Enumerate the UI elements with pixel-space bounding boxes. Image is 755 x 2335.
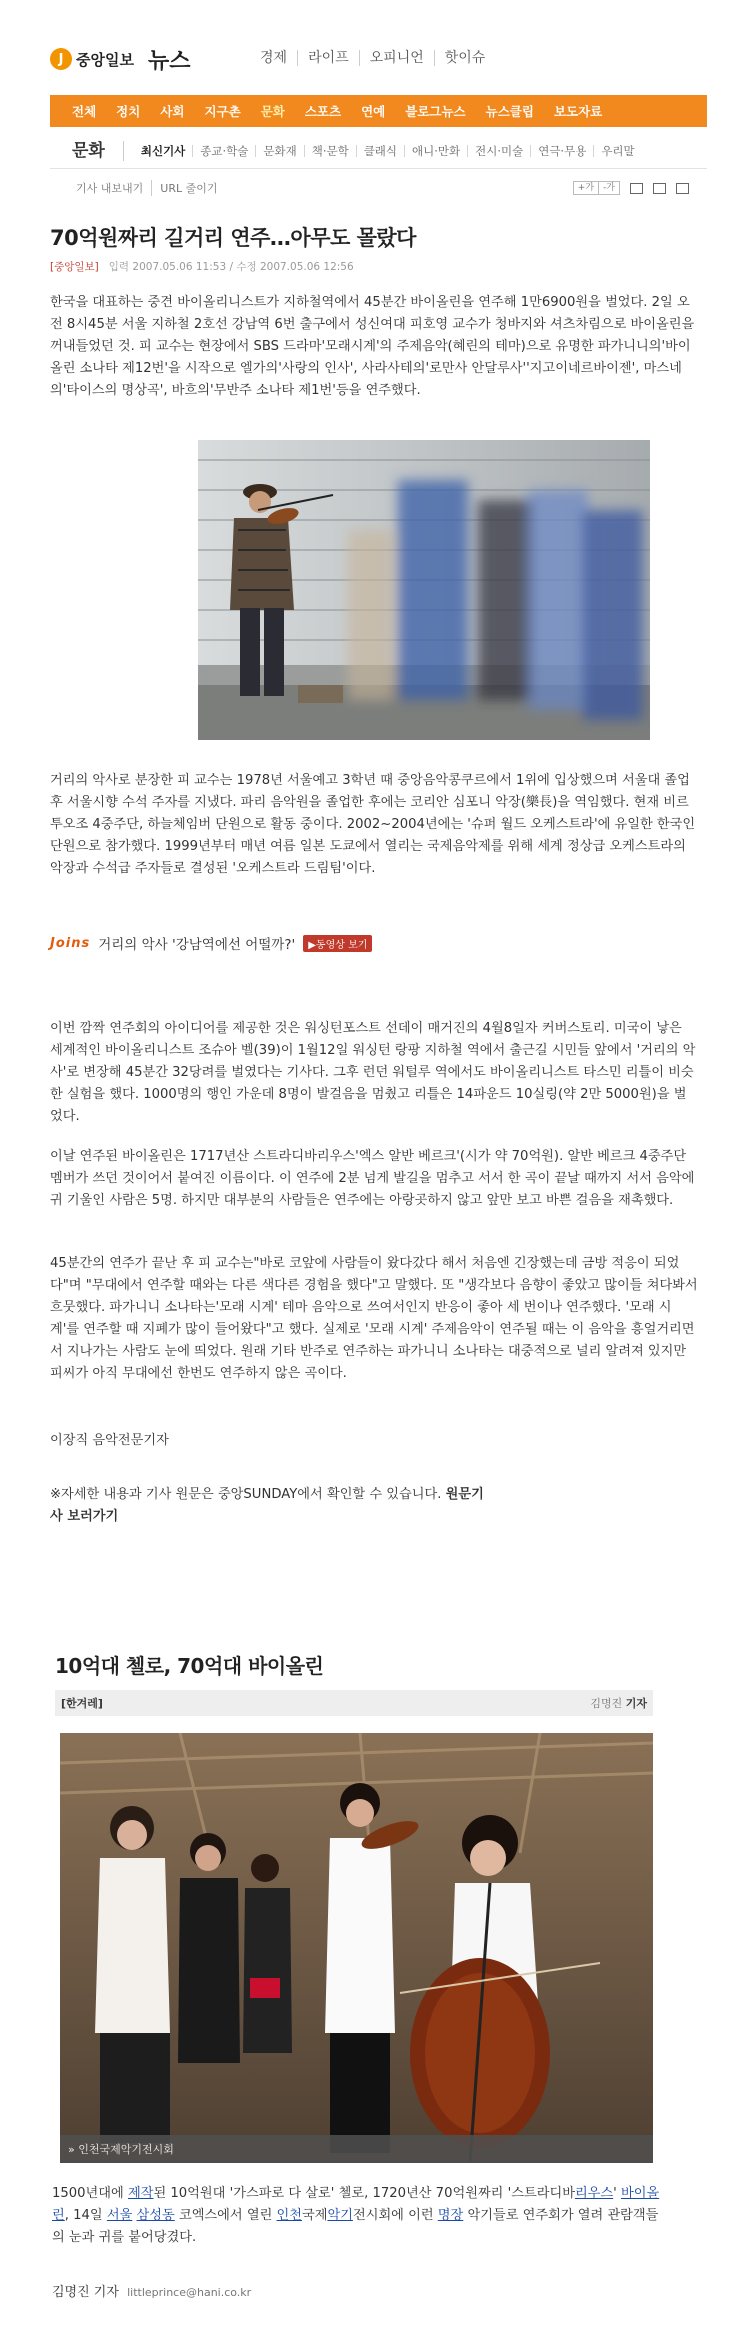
sub-menu-animation[interactable]: 애니·만화	[404, 145, 467, 157]
top-nav-life[interactable]: 라이프	[297, 50, 359, 66]
article-paragraph-3: 이번 깜짝 연주회의 아이디어를 제공한 것은 워싱턴포스트 선데이 매거진의 4월8일자 커버스토리. 미국이 낳은 세계적인 바이올리니스트 조슈아 벨(39)이 1월12일 워싱턴 랑팡 지하철 역에서 출근길 시민들 앞에서 '거리의 악사'로 변장해 45분간 32당려를 벌였다는 기사다. 그후 런던 워털루 역에서도 바이올리니스트 타스민 리틀이 비슷한 실험을 했다. 1000명의 행인 가운데 8명이 발걸음을 멈췄고 리틀은 14파운드 10실링(약 2만 5000원)을 벌었다.	[50, 1021, 696, 1124]
print-icon[interactable]	[630, 183, 643, 194]
article-paragraph-4: 이날 연주된 바이올린은 1717년산 스트라디바리우스'엑스 알반 베르크'(시가 약 70억원). 알반 베르크 4중주단 멤버가 쓰던 것이어서 붙여진 이름이다. 이 연주에 2분 넘게 발길을 멈추고 서서 한 곡이 끝날 때까지 서서 음악에 귀 기울인 사람은 5명. 하지만 대부분의 사람들은 연주에는 아랑곳하지 않고 앞만 보고 바쁜 걸음을 재촉했다.	[50, 1149, 695, 1208]
sub-menu-heritage[interactable]: 문화재	[255, 145, 303, 157]
body-text: 악기들로 연주회가 열려 관람객들의 눈과 귀를 붙어당겼다.	[52, 2208, 659, 2245]
export-article-link[interactable]: 기사 내보내기	[76, 182, 144, 195]
menu-blog-news[interactable]: 블로그뉴스	[405, 104, 466, 119]
related-article-body	[52, 2183, 662, 2249]
reporter-credit	[590, 1695, 647, 1711]
menu-world[interactable]: 지구촌	[204, 104, 241, 119]
sub-menu-religion[interactable]: 종교·학술	[192, 145, 255, 157]
top-nav-opinion[interactable]: 오피니언	[359, 50, 434, 66]
article-meta	[50, 259, 354, 274]
logo-text: 중앙일보	[76, 50, 134, 69]
article-paragraph-2: 거리의 악사로 분장한 피 교수는 1978년 서울예고 3학년 때 중앙음악콩쿠르에서 1위에 입상했으며 서울대 졸업 후 서울시향 수석 주자를 지냈다. 파리 음악원을 졸업한 후에는 코리안 심포니 악장(樂長)을 역임했다. 현재 비르투오조 4중주단, 하늘체임버 단원으로 활동 중이다. 2002~2004년에는 '슈퍼 월드 오케스트라'에 유일한 한국인 단원으로 참가했다. 1999년부터 매년 여름 일본 도쿄에서 열리는 국제음악제를 위해 세계 정상급 오케스트라의 악장과 수석급 주자들로 결성된 '오케스트라 드림팀'이다.	[50, 773, 696, 876]
font-size-controls	[573, 181, 620, 195]
section-title[interactable]: 뉴스	[147, 48, 191, 74]
article-author: 이장직 음악전문기자	[50, 1433, 169, 1448]
joins-link-text[interactable]: 거리의 악사 '강남역에선 어떨까?'	[98, 937, 296, 953]
top-nav	[250, 50, 495, 66]
menu-all[interactable]: 전체	[72, 104, 97, 119]
sub-menu-theater[interactable]: 연극·무용	[530, 145, 593, 157]
original-article-link[interactable]: 원문기사 보러가기	[50, 1487, 484, 1524]
keyword-link[interactable]: 리우스	[574, 2186, 614, 2201]
sub-menu-books[interactable]: 책·문학	[304, 145, 356, 157]
sub-menu-category[interactable]: 문화	[50, 141, 124, 161]
body-text: 코엑스에서 열린	[174, 2208, 277, 2223]
joins-logo: Joins	[50, 935, 91, 951]
video-button[interactable]: ▶동영상 보기	[303, 935, 372, 952]
keyword-link[interactable]: 인천	[276, 2208, 302, 2223]
body-text: 국제	[302, 2208, 328, 2223]
reporter-suffix: 기자	[625, 1697, 647, 1710]
top-nav-hot[interactable]: 핫이슈	[434, 50, 496, 66]
save-icon[interactable]	[676, 183, 689, 194]
joongang-logo-icon: J	[50, 48, 72, 70]
shorten-url-link[interactable]: URL 줄이기	[151, 180, 225, 196]
related-article-title: 10억대 첼로, 70억대 바이올린	[55, 1654, 324, 1678]
reporter-name: 김명진	[590, 1697, 623, 1710]
article-title: 70억원짜리 길거리 연주…아무도 몰랐다	[50, 226, 416, 250]
menu-entertainment[interactable]: 연예	[361, 104, 386, 119]
cello-photo-graphic	[60, 1733, 653, 2163]
email-icon[interactable]	[653, 183, 666, 194]
article-paragraph-5: 45분간의 연주가 끝난 후 피 교수는"바로 코앞에 사람들이 왔다갔다 해서 처음엔 긴장했는데 금방 적응이 되었다"며 "무대에서 연주할 때와는 다른 색다른 경험을 했다"고 말했다. 또 "생각보다 음향이 좋았고 많이들 쳐다봐서 흐뭇했다. 파가니니 소나타는'모래 시계' 테마 음악으로 쓰여서인지 반응이 좋아 세 번이나 연주했다. '모래 시계'를 연주할 때 지폐가 많이 들어왔다"고 했다. 실제로 '모래 시계' 주제음악이 연주될 때는 이 음악을 흥얼거리면서 지나가는 사람도 눈에 띄었다. 원래 기타 반주로 연주하는 파가니니 소나타는 대중적으로 널리 알려져 있지만 피씨가 아직 무대에선 한번도 연주하지 않은 곡이다.	[50, 1256, 698, 1381]
menu-politics[interactable]: 정치	[116, 104, 141, 119]
sub-menu-classic[interactable]: 클래식	[356, 145, 404, 157]
article-tools	[50, 178, 707, 198]
font-decrease-button[interactable]: -가	[598, 182, 619, 194]
body-text: 1500년대에	[52, 2186, 128, 2201]
menu-press-release[interactable]: 보도자료	[553, 104, 603, 119]
menu-society[interactable]: 사회	[160, 104, 185, 119]
sub-menu-latest[interactable]: 최신기사	[140, 143, 186, 158]
site-logo[interactable]	[50, 46, 190, 72]
keyword-link[interactable]: 서울	[106, 2208, 133, 2223]
keyword-link[interactable]: 삼성동	[136, 2208, 175, 2223]
cello-photo	[60, 1733, 653, 2163]
main-menu	[50, 95, 707, 127]
byline-name: 김명진 기자	[52, 2285, 119, 2300]
keyword-link[interactable]: 바이올린	[52, 2186, 660, 2223]
article-note-text: ※자세한 내용과 기사 원문은 중앙SUNDAY에서 확인할 수 있습니다.	[50, 1487, 442, 1502]
body-text: , 14일	[64, 2208, 107, 2223]
joins-video-link[interactable]	[50, 933, 372, 953]
violinist-photo	[198, 440, 650, 740]
body-text: 전시회에 이런	[352, 2208, 438, 2223]
reporter-email[interactable]: littleprince@hani.co.kr	[127, 2286, 252, 2299]
body-text: 된 10억원대 '가스파로 다 살로' 첼로, 1720년산 70억원짜리 '스트라디바	[153, 2186, 575, 2201]
top-nav-economy[interactable]: 경제	[260, 50, 288, 66]
related-article-byline	[52, 2281, 251, 2300]
article-source[interactable]: [중앙일보]	[50, 261, 99, 273]
newspaper-name: [한겨레]	[61, 1697, 103, 1710]
menu-sports[interactable]: 스포츠	[304, 104, 342, 119]
article-note	[50, 1484, 490, 1528]
body-text: '	[613, 2186, 621, 2201]
sub-menu	[50, 133, 707, 169]
keyword-link[interactable]: 악기	[327, 2208, 353, 2223]
article-paragraph-1: 한국을 대표하는 중견 바이올리니스트가 지하철역에서 45분간 바이올린을 연주해 1만6900원을 벌었다. 2일 오전 8시45분 서울 지하철 2호선 강남역 6번 출구에서 성신여대 피호영 교수가 청바지와 셔츠차림으로 바이올린을 꺼내들었던 것. 피 교수는 현장에서 SBS 드라마'모래시계'의 주제음악(혜린의 테마)으로 유명한 파가니니의'바이올린 소나타 제12번'을 시작으로 엘가의'사랑의 인사', 사라사테의'로만사 안달루사''지고이네르바이젠', 마스네의'타이스의 명상곡', 바흐의'무반주 소나타 제1번'등을 연주했다.	[50, 295, 695, 398]
keyword-link[interactable]: 제작	[127, 2186, 154, 2201]
sub-menu-language[interactable]: 우리말	[593, 145, 641, 157]
sub-menu-exhibition[interactable]: 전시·미술	[467, 145, 530, 157]
keyword-link[interactable]: 명장	[437, 2208, 464, 2223]
violinist-photo-graphic	[198, 440, 650, 740]
photo-caption: » 인천국제악기전시회	[60, 2135, 653, 2163]
related-article-credit-bar	[55, 1690, 653, 1716]
font-increase-button[interactable]: +가	[577, 183, 595, 193]
article-dates: 입력 2007.05.06 11:53 / 수정 2007.05.06 12:56	[108, 261, 354, 273]
menu-news-clip[interactable]: 뉴스클립	[485, 104, 534, 119]
menu-culture[interactable]: 문화	[260, 104, 285, 119]
